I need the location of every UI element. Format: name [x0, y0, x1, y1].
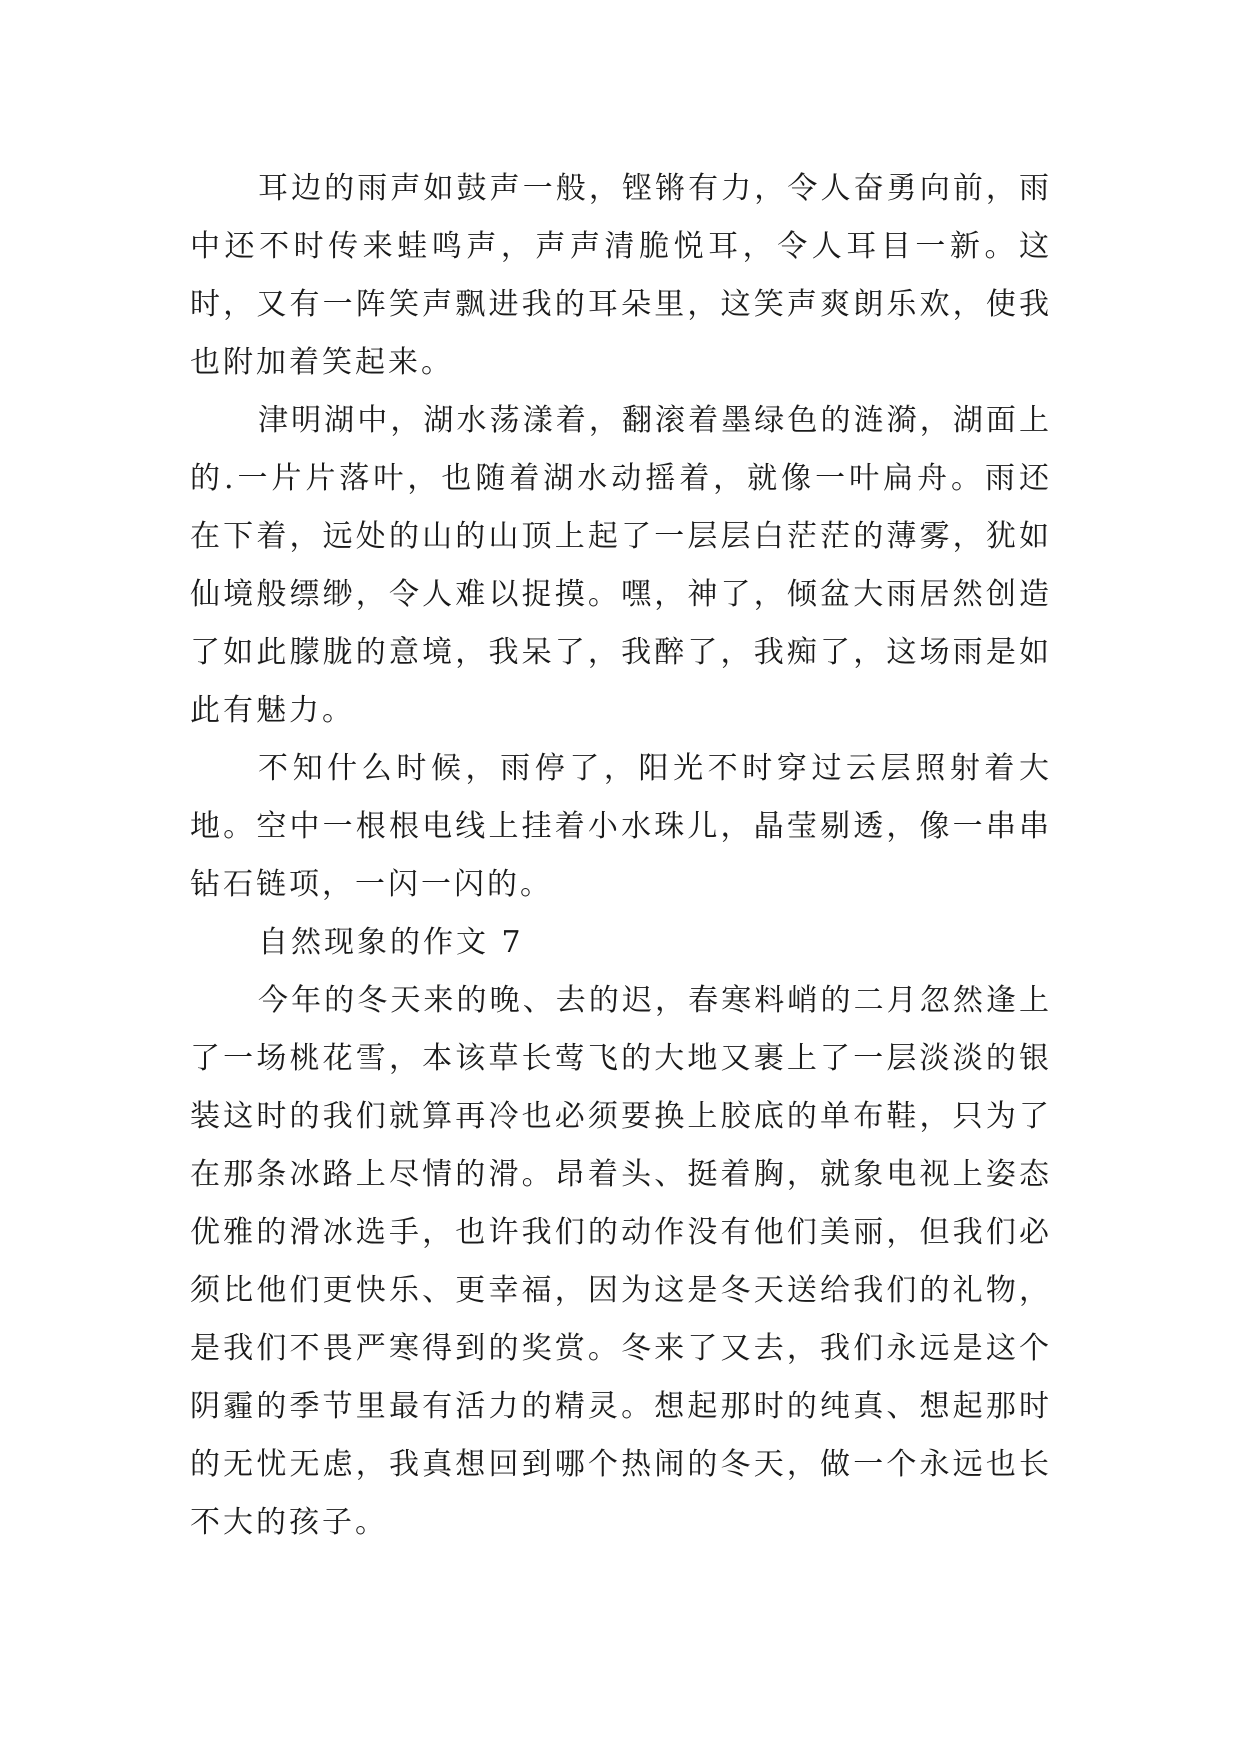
essay-heading: 自然现象的作文 7 [258, 925, 524, 960]
paragraph-lake: 津明湖中，湖水荡漾着，翻滚着墨绿色的涟漪，湖面上的.一片片落叶，也随着湖水动摇着，就像一叶扁舟。雨还在下着，远处的山的山顶上起了一层层白茫茫的薄雾，犹如仙境般缥缈，令人难以捉摸。嘿，神了，倾盆大雨居然创造了如此朦胧的意境，我呆了，我醉了，我痴了，这场雨是如此有魅力。 [190, 403, 1052, 728]
paragraph-rain-sound: 耳边的雨声如鼓声一般，铿锵有力，令人奋勇向前，雨中还不时传来蛙鸣声，声声清脆悦耳，令人耳目一新。这时，又有一阵笑声飘进我的耳朵里，这笑声爽朗乐欢，使我也附加着笑起来。 [190, 171, 1052, 380]
document-body [190, 160, 1052, 1552]
paragraph-winter: 今年的冬天来的晚、去的迟，春寒料峭的二月忽然逢上了一场桃花雪，本该草长莺飞的大地又裹上了一层淡淡的银装这时的我们就算再冷也必须要换上胶底的单布鞋，只为了在那条冰路上尽情的滑。昂着头、挺着胸，就象电视上姿态优雅的滑冰选手，也许我们的动作没有他们美丽，但我们必须比他们更快乐、更幸福，因为这是冬天送给我们的礼物，是我们不畏严寒得到的奖赏。冬来了又去，我们永远是这个阴霾的季节里最有活力的精灵。想起那时的纯真、想起那时的无忧无虑，我真想回到哪个热闹的冬天，做一个永远也长不大的孩子。 [190, 983, 1052, 1540]
paragraph-after-rain: 不知什么时候，雨停了，阳光不时穿过云层照射着大地。空中一根根电线上挂着小水珠儿，晶莹剔透，像一串串钻石链项，一闪一闪的。 [190, 751, 1052, 902]
